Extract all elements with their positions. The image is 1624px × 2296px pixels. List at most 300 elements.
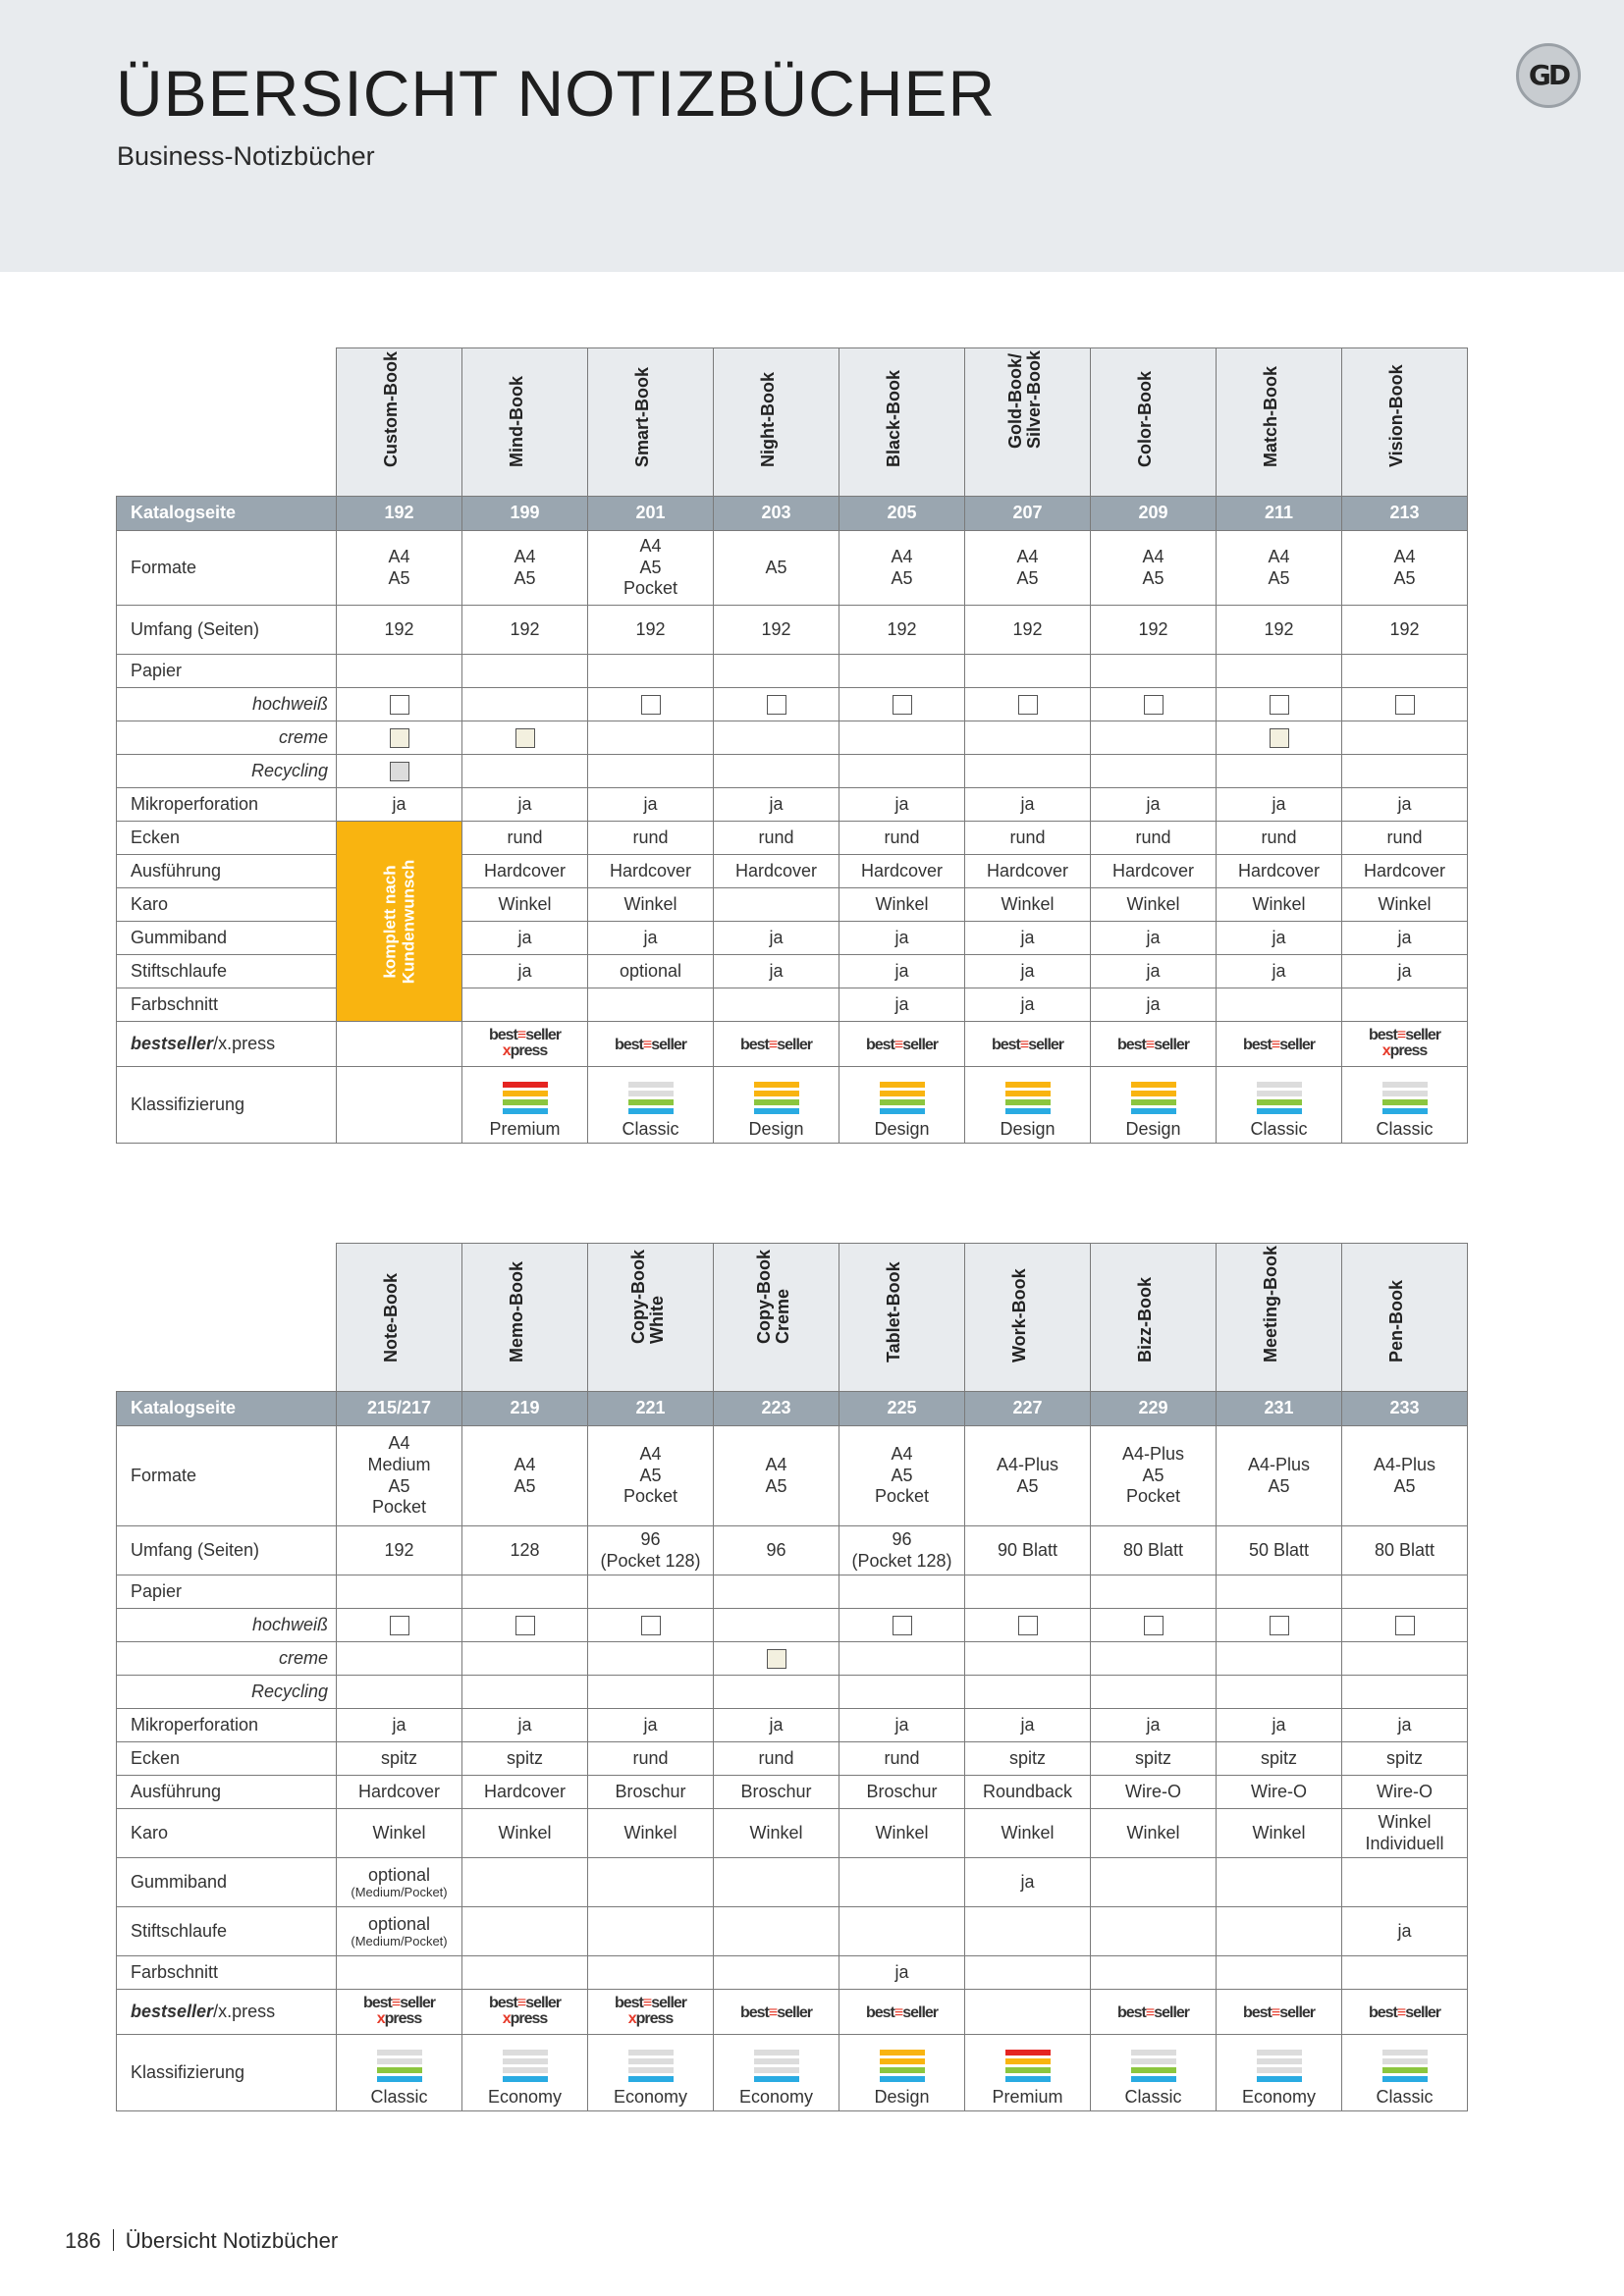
row-label: Ausführung [117, 1776, 337, 1809]
product-header [714, 1244, 839, 1392]
papier-cell [1091, 1575, 1217, 1609]
product-name: Smart-Book [631, 367, 652, 468]
formate-cell [462, 1426, 588, 1526]
class-bar [628, 2050, 674, 2056]
farbschnitt-row [117, 988, 1468, 1022]
class-bar [503, 1108, 548, 1114]
logo-seller: seller [651, 1036, 687, 1053]
class-bar [503, 1099, 548, 1105]
row-label: Mikroperforation [117, 1709, 337, 1742]
row-label: Formate [117, 531, 337, 606]
farbschnitt-cell [1217, 1956, 1342, 1990]
katalogseite-cell: 221 [588, 1392, 714, 1426]
ecken-cell [965, 1742, 1091, 1776]
stiftschlaufe-cell [714, 955, 839, 988]
class-indicator [462, 2050, 587, 2109]
gummiband-cell [1217, 922, 1342, 955]
ausfuehrung-cell [1091, 1776, 1217, 1809]
ecken-cell [839, 822, 965, 855]
class-bar [880, 1108, 925, 1114]
row-label: hochweiß [117, 1609, 337, 1642]
class-indicator [588, 1082, 713, 1141]
ecken-cell [462, 1742, 588, 1776]
farbschnitt-cell [714, 988, 839, 1022]
row-label: Ausführung [117, 855, 337, 888]
formate-value: A4 A5 [1268, 546, 1290, 588]
ecken-value: rund [1135, 827, 1171, 847]
mikroperforation-value: ja [643, 793, 658, 814]
product-name: Gold-Book/ Silver-Book [1004, 350, 1044, 450]
ecken-value: rund [1261, 827, 1297, 847]
karo-cell [965, 888, 1091, 922]
class-label: Classic [622, 1119, 679, 1140]
gummiband-cell [462, 922, 588, 955]
creme-cell [1342, 1642, 1468, 1676]
class-bar [1257, 2058, 1302, 2064]
mikroperforation-value: ja [1146, 1714, 1161, 1735]
row-label: Umfang (Seiten) [117, 1526, 337, 1575]
class-bar [503, 2067, 548, 2073]
gummiband-value: ja [1397, 927, 1412, 947]
mikroperforation-cell [965, 788, 1091, 822]
karo-cell [839, 1809, 965, 1858]
katalogseite-row [117, 1392, 1468, 1426]
product-name: Custom-Book [380, 351, 401, 468]
ausfuehrung-cell [714, 855, 839, 888]
farbschnitt-cell [965, 1956, 1091, 1990]
logo-best: best [1368, 2003, 1397, 2021]
karo-cell [588, 1809, 714, 1858]
mikroperforation-cell [965, 1709, 1091, 1742]
hochweiss-cell [462, 1609, 588, 1642]
formate-value: A4 A5 Pocket [623, 536, 678, 599]
page-header [0, 0, 1624, 272]
recycling-cell [1342, 1676, 1468, 1709]
ausfuehrung-cell [462, 1776, 588, 1809]
stiftschlaufe-value: optional [619, 960, 682, 981]
farbschnitt-cell [588, 1956, 714, 1990]
class-bar [1257, 1091, 1302, 1096]
class-bar [1005, 1091, 1051, 1096]
formate-value: A4-Plus A5 [996, 1454, 1059, 1496]
umfang-cell [1091, 606, 1217, 655]
stiftschlaufe-cell [714, 1907, 839, 1956]
formate-cell [337, 1426, 462, 1526]
stiftschlaufe-cell [1217, 1907, 1342, 1956]
klassifizierung-cell [588, 2035, 714, 2111]
formate-value: A4-Plus A5 Pocket [1121, 1444, 1185, 1507]
class-indicator [1342, 2050, 1467, 2109]
farbschnitt-cell [462, 1956, 588, 1990]
ecken-cell [462, 822, 588, 855]
papier-cell [462, 1575, 588, 1609]
ausfuehrung-cell [1091, 855, 1217, 888]
bestseller-cell [588, 1022, 714, 1067]
brand-logo [1516, 43, 1581, 108]
mikroperforation-cell [1091, 788, 1217, 822]
ecken-cell [1342, 1742, 1468, 1776]
class-bar [628, 1099, 674, 1105]
recycling-cell [462, 755, 588, 788]
row-label [117, 1990, 337, 2035]
overview-table-1 [116, 347, 1468, 1144]
hochweiss-cell [462, 688, 588, 721]
bestseller-logo-line [363, 1996, 435, 2011]
overview-table-2 [116, 1243, 1468, 2111]
papier-cell [1091, 655, 1217, 688]
class-bars-icon [628, 2050, 674, 2082]
product-name: Work-Book [1008, 1268, 1029, 1363]
class-indicator [965, 1082, 1090, 1141]
corner-cell [117, 1244, 337, 1392]
formate-value: A4 A5 [765, 1454, 787, 1496]
mikroperforation-value: ja [643, 1714, 658, 1735]
umfang-cell [588, 1526, 714, 1575]
creme-cell [839, 1642, 965, 1676]
bestseller-logo [1243, 1038, 1315, 1053]
class-bar [628, 1082, 674, 1088]
klassifizierung-cell [839, 2035, 965, 2111]
mikroperforation-value: ja [1020, 1714, 1035, 1735]
papier-cell [714, 655, 839, 688]
logo-seller: seller [1405, 2003, 1441, 2021]
product-name: Tablet-Book [883, 1261, 903, 1363]
ausfuehrung-cell [1217, 855, 1342, 888]
ecken-value: spitz [1260, 1747, 1297, 1768]
ecken-value: rund [632, 827, 669, 847]
ecken-value: rund [632, 1747, 669, 1768]
umfang-value: 96 (Pocket 128) [851, 1528, 952, 1571]
logo-best: best [614, 1036, 643, 1053]
ecken-cell [714, 822, 839, 855]
class-bars-icon [1382, 1082, 1428, 1114]
katalogseite-cell: 207 [965, 497, 1091, 531]
recycling-cell [714, 1676, 839, 1709]
ausfuehrung-value: Hardcover [1237, 860, 1321, 881]
stiftschlaufe-note: (Medium/Pocket) [351, 1934, 448, 1949]
xpress-logo-line [489, 1043, 561, 1059]
ausfuehrung-cell [839, 1776, 965, 1809]
class-bar [1131, 2058, 1176, 2064]
umfang-cell [839, 1526, 965, 1575]
stiftschlaufe-row [117, 1907, 1468, 1956]
product-header [714, 348, 839, 497]
bestseller-label: bestseller [131, 1033, 214, 1053]
ausfuehrung-cell [1342, 1776, 1468, 1809]
karo-value: Winkel [1001, 893, 1055, 914]
umfang-value: 192 [635, 618, 666, 639]
class-bars-icon [377, 2050, 422, 2082]
ecken-value: spitz [1008, 1747, 1046, 1768]
stiftschlaufe-value: optional [367, 1913, 431, 1934]
product-name: Memo-Book [506, 1261, 526, 1363]
bestseller-logo-line [1117, 2005, 1189, 2021]
karo-row [117, 888, 1468, 922]
bestseller-cell [714, 1990, 839, 2035]
mikroperforation-value: ja [1397, 1714, 1412, 1735]
row-label: Recycling [117, 755, 337, 788]
product-header [1342, 1244, 1468, 1392]
karo-value: Winkel [1126, 893, 1180, 914]
katalogseite-cell: 223 [714, 1392, 839, 1426]
recycling-cell [588, 1676, 714, 1709]
brand-logo-text: GD [1528, 59, 1569, 91]
gummiband-row [117, 922, 1468, 955]
hochweiss-cell [839, 688, 965, 721]
katalogseite-cell: 229 [1091, 1392, 1217, 1426]
hochweiss-cell [588, 688, 714, 721]
farbschnitt-cell [1091, 1956, 1217, 1990]
mikroperforation-value: ja [517, 793, 532, 814]
katalogseite-cell: 201 [588, 497, 714, 531]
recycling-cell [337, 1676, 462, 1709]
karo-cell [1091, 1809, 1217, 1858]
stiftschlaufe-value: ja [1397, 960, 1412, 981]
class-bar [1005, 2050, 1051, 2056]
formate-cell [1091, 531, 1217, 606]
gummiband-value: ja [894, 927, 909, 947]
class-indicator [839, 2050, 964, 2109]
farbschnitt-cell [337, 1956, 462, 1990]
class-bar [1131, 1099, 1176, 1105]
row-label: Karo [117, 888, 337, 922]
class-bars-icon [1257, 1082, 1302, 1114]
bestseller-cell [462, 1990, 588, 2035]
class-bars-icon [1005, 1082, 1051, 1114]
farbschnitt-cell [1091, 988, 1217, 1022]
logo-seller: seller [651, 1994, 687, 2011]
umfang-value: 192 [384, 618, 414, 639]
klassifizierung-cell [588, 1067, 714, 1144]
mikroperforation-cell [714, 1709, 839, 1742]
katalogseite-cell: 227 [965, 1392, 1091, 1426]
row-label: Umfang (Seiten) [117, 606, 337, 655]
paper-swatch-icon [390, 762, 409, 781]
hochweiss-cell [337, 1609, 462, 1642]
bestseller-label: bestseller [131, 2001, 214, 2021]
bestseller-logo [1243, 2005, 1315, 2021]
logo-eq: ≡ [642, 1036, 652, 1053]
ecken-value: spitz [506, 1747, 543, 1768]
class-label: Economy [487, 2087, 563, 2108]
logo-seller: seller [1154, 2003, 1190, 2021]
umfang-value: 192 [1264, 618, 1294, 639]
klassifizierung-cell [1091, 2035, 1217, 2111]
row-label: Mikroperforation [117, 788, 337, 822]
logo-x: x [1381, 1041, 1390, 1059]
umfang-cell [462, 606, 588, 655]
papier-cell [1217, 1575, 1342, 1609]
farbschnitt-value: ja [894, 1961, 909, 1982]
mikroperforation-value: ja [1146, 793, 1161, 814]
hochweiss-row [117, 688, 1468, 721]
umfang-row [117, 1526, 1468, 1575]
class-bar [1131, 1091, 1176, 1096]
ecken-cell [588, 822, 714, 855]
class-bar [754, 1108, 799, 1114]
formate-value: A4 A5 [1393, 546, 1416, 588]
logo-eq: ≡ [391, 1994, 401, 2011]
product-header [839, 348, 965, 497]
mikroperforation-cell [462, 1709, 588, 1742]
klassifizierung-row [117, 2035, 1468, 2111]
bestseller-cell [839, 1990, 965, 2035]
farbschnitt-cell [1342, 1956, 1468, 1990]
papier-cell [1342, 655, 1468, 688]
karo-value: Winkel [749, 1822, 803, 1842]
creme-cell [1217, 1642, 1342, 1676]
papier-cell [462, 655, 588, 688]
katalogseite-cell: 233 [1342, 1392, 1468, 1426]
karo-cell [714, 1809, 839, 1858]
class-bars-icon [1131, 1082, 1176, 1114]
class-bar [1257, 1108, 1302, 1114]
product-name: Pen-Book [1385, 1280, 1406, 1363]
ausfuehrung-value: Broschur [740, 1781, 812, 1801]
row-label: Ecken [117, 822, 337, 855]
stiftschlaufe-cell [1342, 955, 1468, 988]
umfang-cell [839, 606, 965, 655]
class-label: Economy [613, 2087, 688, 2108]
mikroperforation-value: ja [1272, 793, 1286, 814]
bestseller-cell [965, 1990, 1091, 2035]
row-label: Stiftschlaufe [117, 955, 337, 988]
formate-cell [337, 531, 462, 606]
karo-value: Winkel [875, 1822, 929, 1842]
class-indicator [1091, 1082, 1216, 1141]
logo-x: x [502, 1041, 511, 1059]
katalogseite-cell: 199 [462, 497, 588, 531]
logo-press: press [635, 2009, 674, 2027]
bestseller-cell [1217, 1990, 1342, 2035]
gummiband-value: ja [769, 927, 784, 947]
class-indicator [588, 2050, 713, 2109]
umfang-cell [965, 1526, 1091, 1575]
ausfuehrung-value: Hardcover [860, 860, 944, 881]
class-bars-icon [503, 1082, 548, 1114]
umfang-cell [1342, 606, 1468, 655]
row-label: Papier [117, 655, 337, 688]
karo-cell [1217, 888, 1342, 922]
xpress-logo-line [615, 2011, 686, 2027]
mikroperforation-cell [462, 788, 588, 822]
class-bar [754, 1091, 799, 1096]
formate-cell [462, 531, 588, 606]
gummiband-cell [462, 1858, 588, 1907]
class-bar [1382, 2067, 1428, 2073]
hochweiss-cell [714, 688, 839, 721]
stiftschlaufe-cell [462, 955, 588, 988]
umfang-cell [337, 1526, 462, 1575]
mikroperforation-cell [1342, 1709, 1468, 1742]
recycling-cell [1091, 755, 1217, 788]
class-bar [1005, 1082, 1051, 1088]
klassifizierung-cell [714, 1067, 839, 1144]
paper-swatch-icon [1270, 1616, 1289, 1635]
ausfuehrung-cell [965, 855, 1091, 888]
creme-cell [462, 1642, 588, 1676]
class-indicator [1091, 2050, 1216, 2109]
product-name: Color-Book [1134, 371, 1155, 468]
papier-row [117, 1575, 1468, 1609]
formate-cell [588, 1426, 714, 1526]
gummiband-cell [714, 922, 839, 955]
bestseller-row [117, 1990, 1468, 2035]
stiftschlaufe-cell [1217, 955, 1342, 988]
papier-cell [965, 655, 1091, 688]
hochweiss-cell [1091, 688, 1217, 721]
umfang-cell [965, 606, 1091, 655]
class-bars-icon [754, 2050, 799, 2082]
bestseller-logo-line [489, 1996, 561, 2011]
gummiband-cell [588, 1858, 714, 1907]
class-bar [754, 2076, 799, 2082]
karo-value: Winkel [498, 1822, 552, 1842]
karo-cell [965, 1809, 1091, 1858]
umfang-value: 80 Blatt [1374, 1539, 1435, 1560]
bestseller-cell [965, 1022, 1091, 1067]
bestseller-cell [1217, 1022, 1342, 1067]
stiftschlaufe-value: ja [894, 960, 909, 981]
farbschnitt-cell [1217, 988, 1342, 1022]
xpress-logo-line [1369, 1043, 1440, 1059]
klassifizierung-cell [1342, 2035, 1468, 2111]
karo-cell [1217, 1809, 1342, 1858]
class-indicator [1217, 1082, 1341, 1141]
karo-value: Winkel [1378, 893, 1432, 914]
page-subtitle: Business-Notizbücher [117, 141, 375, 171]
gummiband-value: ja [1020, 927, 1035, 947]
hochweiss-cell [839, 1609, 965, 1642]
mikroperforation-cell [337, 788, 462, 822]
umfang-cell [1217, 606, 1342, 655]
class-bar [1005, 1108, 1051, 1114]
class-bars-icon [628, 1082, 674, 1114]
formate-cell [839, 531, 965, 606]
class-bar [1131, 1082, 1176, 1088]
row-label: Stiftschlaufe [117, 1907, 337, 1956]
row-label [117, 1022, 337, 1067]
logo-seller: seller [1279, 1036, 1316, 1053]
stiftschlaufe-value: ja [1397, 1920, 1412, 1941]
karo-cell [714, 888, 839, 922]
creme-cell [462, 721, 588, 755]
umfang-cell [588, 606, 714, 655]
formate-value: A4 A5 [1142, 546, 1164, 588]
logo-best: best [739, 1036, 769, 1053]
karo-cell [1342, 888, 1468, 922]
class-bar [628, 2067, 674, 2073]
class-bar [377, 2076, 422, 2082]
stiftschlaufe-value: ja [1272, 960, 1286, 981]
class-indicator [1217, 2050, 1341, 2109]
paper-swatch-icon [1395, 695, 1415, 715]
papier-cell [839, 655, 965, 688]
class-bar [754, 2050, 799, 2056]
row-label: creme [117, 721, 337, 755]
class-bar [1131, 1108, 1176, 1114]
farbschnitt-cell [965, 988, 1091, 1022]
ecken-value: spitz [1134, 1747, 1171, 1768]
logo-eq: ≡ [516, 1994, 526, 2011]
bestseller-logo-line [1243, 1038, 1315, 1053]
class-bar [628, 2076, 674, 2082]
logo-eq: ≡ [893, 2003, 903, 2021]
hochweiss-cell [588, 1609, 714, 1642]
ausfuehrung-value: Hardcover [734, 860, 818, 881]
mikroperforation-cell [588, 1709, 714, 1742]
class-bar [1257, 2050, 1302, 2056]
